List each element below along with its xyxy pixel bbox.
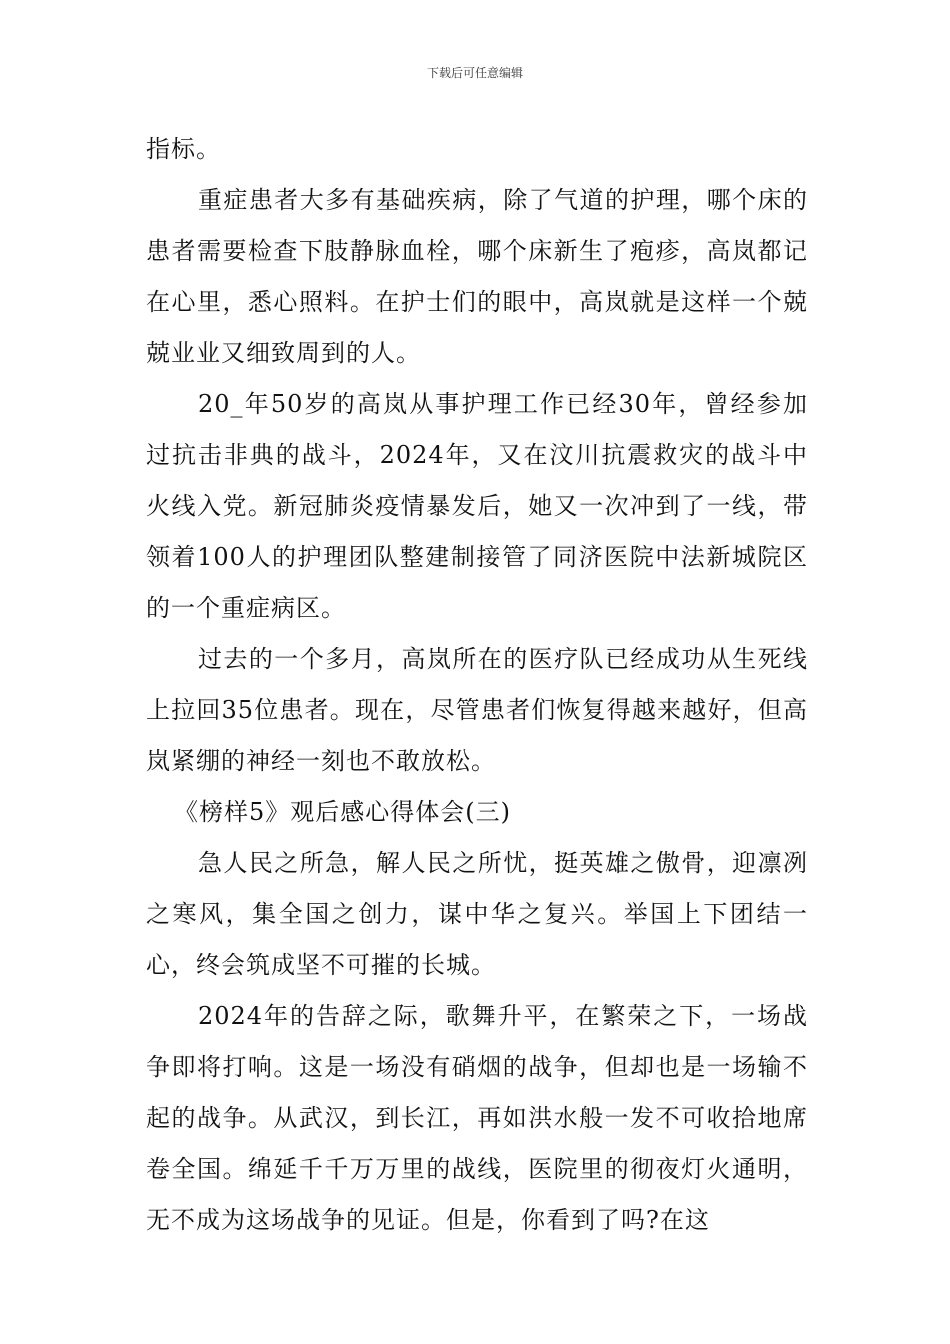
- paragraph-war-begins: 2024年的告辞之际，歌舞升平，在繁荣之下，一场战争即将打响。这是一场没有硝烟的战争，但却也是一场输不起的战争。从武汉，到长江，再如洪水般一发不可收拾地席卷全国。绵延千千万万里的战线，医院里的彻夜灯火通明，无不成为这场战争的见证。但是，你看到了吗?在这: [146, 1002, 808, 1234]
- paragraph-continuation: 指标。: [146, 135, 221, 163]
- document-body: [146, 124, 808, 1246]
- section-heading: 《榜样5》观后感心得体会(三): [174, 798, 511, 826]
- paragraph-nursing-career: 20_年50岁的高岚从事护理工作已经30年，曾经参加过抗击非典的战斗，2024年，又在汶川抗震救灾的战斗中火线入党。新冠肺炎疫情暴发后，她又一次冲到了一线，带领着100人的护理团队整建制接管了同济医院中法新城院区的一个重症病区。: [146, 390, 808, 622]
- paragraph-national-unity: 急人民之所急，解人民之所忧，挺英雄之傲骨，迎凛冽之寒风，集全国之创力，谋中华之复兴。举国上下团结一心，终会筑成坚不可摧的长城。: [146, 849, 808, 979]
- page-header-note: 下载后可任意编辑: [426, 66, 523, 80]
- paragraph-patients-recovered: 过去的一个多月，高岚所在的医疗队已经成功从生死线上拉回35位患者。现在，尽管患者们恢复得越来越好，但高岚紧绷的神经一刻也不敢放松。: [146, 645, 808, 775]
- paragraph-icu-care: 重症患者大多有基础疾病，除了气道的护理，哪个床的患者需要检查下肢静脉血栓，哪个床新生了疱疹，高岚都记在心里，悉心照料。在护士们的眼中，高岚就是这样一个兢兢业业又细致周到的人。: [146, 186, 808, 367]
